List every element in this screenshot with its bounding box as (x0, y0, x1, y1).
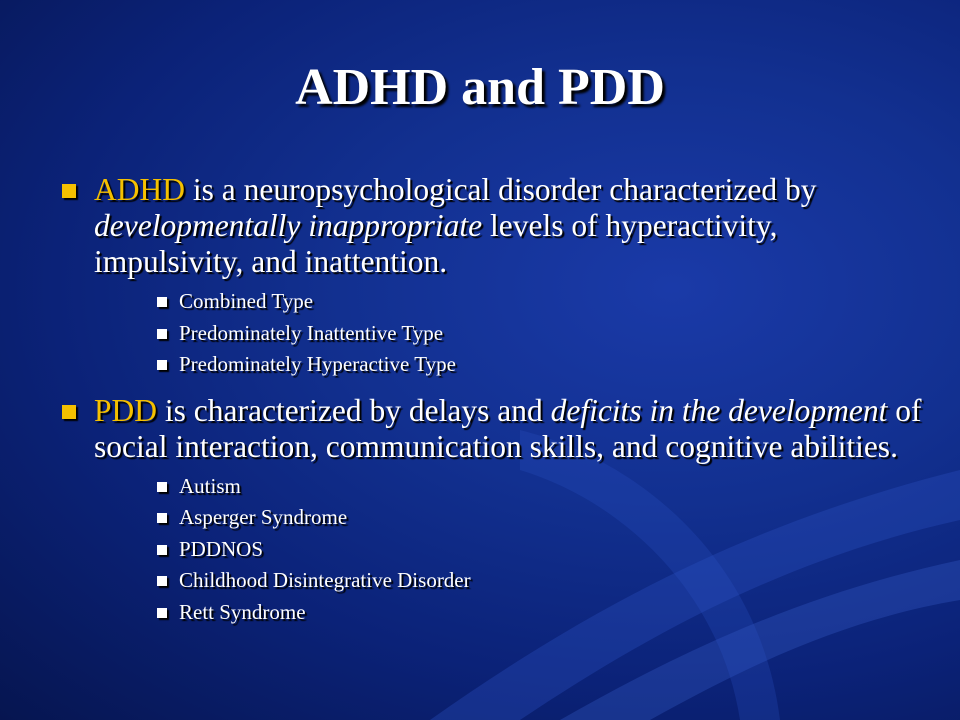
adhd-type-label: Combined Type (179, 289, 314, 313)
pdd-type-label: Childhood Disintegrative Disorder (179, 568, 471, 592)
bullet-square-icon (157, 360, 167, 370)
adhd-term: ADHD (94, 172, 185, 207)
bullet-square-icon (62, 405, 76, 419)
list-item (179, 471, 960, 503)
list-item (179, 597, 960, 629)
bullet-square-icon (62, 184, 76, 198)
bullet-square-icon (157, 297, 167, 307)
bullet-square-icon (157, 608, 167, 618)
adhd-text-part2: levels of hyperactivity, impulsivity, and inattention. (94, 208, 778, 279)
adhd-bullet (94, 172, 934, 280)
list-item (179, 565, 960, 597)
pdd-type-label: Autism (179, 473, 241, 498)
list-item (179, 534, 960, 566)
pdd-text-part2: of social interaction, communication skills, and cognitive abilities. (94, 392, 922, 464)
slide-title: ADHD and PDD (295, 59, 665, 116)
pdd-term: PDD (94, 392, 158, 428)
adhd-text-part1: is a neuropsychological disorder characterized by (185, 172, 817, 207)
adhd-type-label: Predominately Inattentive Type (179, 320, 444, 345)
pdd-type-label: Asperger Syndrome (179, 505, 348, 529)
bullet-square-icon (157, 545, 167, 555)
slide-content (0, 172, 960, 640)
adhd-type-label: Predominately Hyperactive Type (179, 352, 456, 376)
list-item (179, 502, 960, 534)
pdd-types-list (0, 471, 960, 629)
pdd-text-part1: is characterized by delays and (157, 392, 551, 428)
bullet-square-icon (157, 576, 167, 586)
pdd-type-label: PDDNOS (179, 536, 264, 561)
bullet-square-icon (157, 482, 167, 492)
bullet-square-icon (157, 513, 167, 523)
adhd-emphasis: developmentally inappropriate (94, 208, 483, 243)
pdd-type-label: Rett Syndrome (179, 599, 306, 624)
list-item (179, 349, 960, 381)
pdd-bullet (94, 393, 934, 465)
list-item (179, 318, 960, 350)
adhd-types-list (0, 286, 960, 381)
pdd-emphasis: deficits in the development (550, 392, 888, 428)
list-item (179, 286, 960, 318)
bullet-square-icon (157, 329, 167, 339)
